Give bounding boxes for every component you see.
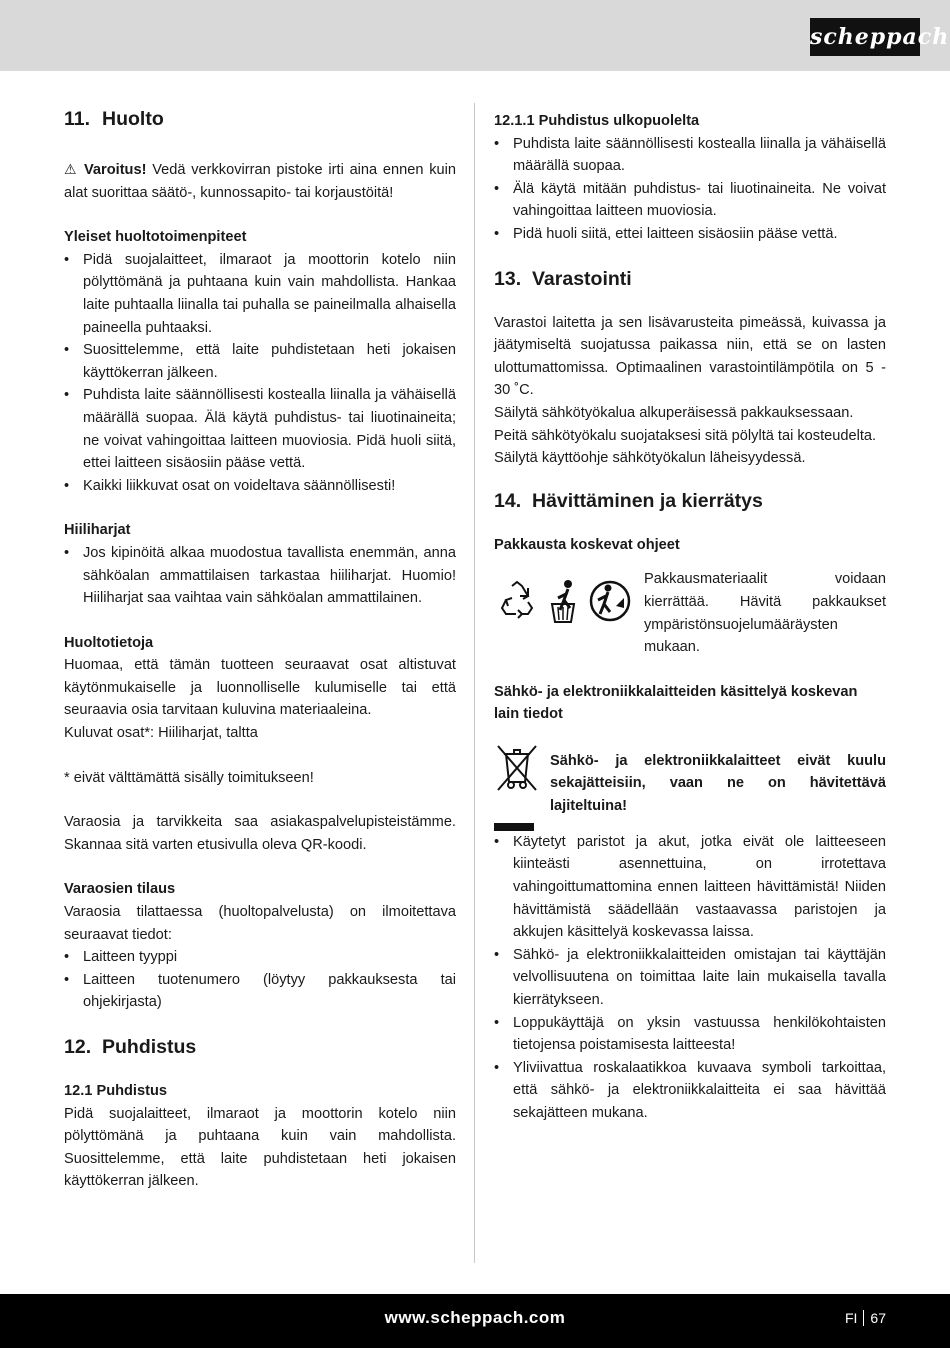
list-item: • Kaikki liikkuvat osat on voideltava säännöllisesti! [64, 475, 456, 498]
general-maintenance-list [64, 249, 456, 498]
wear-parts-text: Kuluvat osat*: Hiiliharjat, taltta [64, 725, 258, 742]
cleaning-subheading: 12.1 Puhdistus [64, 1083, 167, 1099]
list-item: • Laitteen tyyppi [64, 946, 456, 969]
storage-text-1: Varastoi laitetta ja sen lisävarusteita pimeässä, kuivassa ja jäätymiseltä suojatussa paikassa niin, että se on lasten ulottumattomissa. Optimaalinen varastointilämpötila on 5 - 30 ˚C. [494, 314, 886, 399]
footer-bar [0, 1294, 950, 1348]
external-cleaning-heading: 12.1.1 Puhdistus ulkopuolelta [494, 113, 700, 129]
website-link[interactable]: www.scheppach.com [384, 1308, 566, 1327]
list-item: • Pidä suojalaitteet, ilmaraot ja moottorin kotelo niin pölyttömänä ja puhtaana kuin vain mahdollista. Hankaa laite puhtaalla liinalla tai puhalla se paineilmalla alhaisella paineella puhtaaksi. [64, 249, 456, 339]
warning-triangle-icon: ⚠ [64, 161, 79, 177]
section-11-title: 11. Huolto [64, 108, 164, 130]
external-cleaning-list [494, 133, 886, 246]
list-item: • Puhdista laite säännöllisesti kostealla liinalla ja vähäisellä määrällä suopaa. Älä käytä puhdistus- tai liuotinaineita; ne voivat vahingoittaa laitteen muoviosia. Pidä huoli siitä, ettei laitteen sisäosiin pääse vettä. [64, 384, 456, 474]
packaging-text: Pakkausmateriaalit voidaan kierrättää. Hävitä pakkaukset ympäristönsuojelumääräysten mukaan. [644, 571, 886, 656]
scheppach-logo: scheppach [810, 18, 920, 56]
page-number: FI 67 [844, 1310, 886, 1326]
warning-paragraph: ⚠ Varoitus! Vedä verkkovirran pistoke irti aina ennen kuin alat suorittaa säätö-, kunnossapito- tai korjaustöitä! [64, 161, 456, 201]
tidyman-icon [546, 578, 582, 624]
carbon-brushes-list [64, 542, 456, 610]
section-14-title: 14. Hävittäminen ja kierrätys [494, 489, 763, 512]
general-maintenance-heading: Yleiset huoltotoimenpiteet [64, 229, 247, 246]
spare-parts-order-heading: Varaosien tilaus [64, 881, 176, 898]
weee-list [494, 831, 886, 1125]
spare-parts-order-list [64, 946, 456, 1014]
section-12-title: 12. Puhdistus [64, 1036, 197, 1058]
packaging-icons [494, 578, 632, 624]
recycling-icon [494, 578, 540, 624]
right-column [494, 104, 886, 1125]
list-item: • Yliviivattua roskalaatikkoa kuvaava symboli tarkoittaa, että sähkö- ja elektroniikkalaitteita ei saa hävittää sekajätteen mukana. [494, 1057, 886, 1125]
storage-text-4: Säilytä käyttöohje sähkötyökalun läheisyydessä. [494, 450, 806, 467]
service-info-heading: Huoltotietoja [64, 634, 154, 651]
list-item: • Älä käytä mitään puhdistus- tai liuotinaineita. Ne voivat vahingoittaa laitteen muoviosia. [494, 178, 886, 223]
list-item: • Sähkö- ja elektroniikkalaitteiden omistajan tai käyttäjän velvollisuutena on toimittaa laite lain mukaisella tavalla kierrätykseen. [494, 944, 886, 1012]
service-info-text: Huomaa, että tämän tuotteen seuraavat osat altistuvat käytönmukaiselle ja luonnolliselle kulumiselle tai että seuraavia osia tarvitaan kuluvina materiaaleina. [64, 657, 456, 719]
cleaning-text: Pidä suojalaitteet, ilmaraot ja moottorin kotelo niin pölyttömänä ja puhtaana kuin vain mahdollista. Suosittelemme, että laite puhdistetaan heti jokaisen käyttökerran jälkeen. [64, 1105, 456, 1190]
packaging-heading: Pakkausta koskevat ohjeet [494, 536, 680, 553]
spare-parts-text: Varaosia ja tarvikkeita saa asiakaspalvelupisteistämme. Skannaa sitä varten etusivulla oleva QR-koodi. [64, 814, 456, 853]
list-item: • Suosittelemme, että laite puhdistetaan heti jokaisen käyttökerran jälkeen. [64, 339, 456, 384]
weee-bar [494, 823, 534, 831]
list-item: • Laitteen tuotenumero (löytyy pakkauksesta tai ohjekirjasta) [64, 969, 456, 1014]
list-item: • Käytetyt paristot ja akut, jotka eivät ole laitteeseen kiinteästi asennettuina, on irrotettava vahingoittumattomina ennen laitteen hävittämistä! Niiden hävittämistä säädellään vastaavassa paristojen ja akkujen käsittelyä koskevassa laissa. [494, 831, 886, 944]
weee-block [494, 740, 886, 831]
weee-warning-text: Sähkö- ja elektroniikkalaitteet eivät kuulu sekajätteisiin, vaan ne on hävitettävä lajiteltuina! [550, 752, 886, 815]
spare-parts-order-text: Varaosia tilattaessa (huoltopalvelusta) on ilmoitettava seuraavat tiedot: [64, 904, 456, 943]
list-item: • Jos kipinöitä alkaa muodostua tavallista enemmän, anna sähköalan ammattilaisen tarkastaa hiiliharjat. Huomio! Hiiliharjat saa vaihtaa vain sähköalan ammattilainen. [64, 542, 456, 610]
footnote-text: * eivät välttämättä sisälly toimitukseen! [64, 769, 314, 786]
list-item: • Pidä huoli siitä, ettei laitteen sisäosiin pääse vettä. [494, 223, 886, 246]
list-item: • Puhdista laite säännöllisesti kostealla liinalla ja vähäisellä määrällä suopaa. [494, 133, 886, 178]
section-13-title: 13. Varastointi [494, 267, 632, 290]
column-divider [474, 103, 475, 1263]
list-item: • Loppukäyttäjä on yksin vastuussa henkilökohtaisten tietojensa poistamisesta laitteesta! [494, 1012, 886, 1057]
left-column [64, 104, 456, 1193]
packaging-block [494, 568, 886, 658]
header-bar [0, 0, 950, 71]
storage-text-2: Säilytä sähkötyökalua alkuperäisessä pakkauksessaan. [494, 404, 854, 421]
crossed-bin-icon [494, 742, 540, 831]
weee-heading: Sähkö- ja elektroniikkalaitteiden käsittelyä koskevan lain tiedot [494, 683, 858, 723]
carbon-brushes-heading: Hiiliharjat [64, 522, 131, 539]
storage-text-3: Peitä sähkötyökalu suojataksesi sitä pölyltä tai kosteudelta. [494, 427, 877, 444]
recycle-leaf-icon [588, 578, 632, 624]
